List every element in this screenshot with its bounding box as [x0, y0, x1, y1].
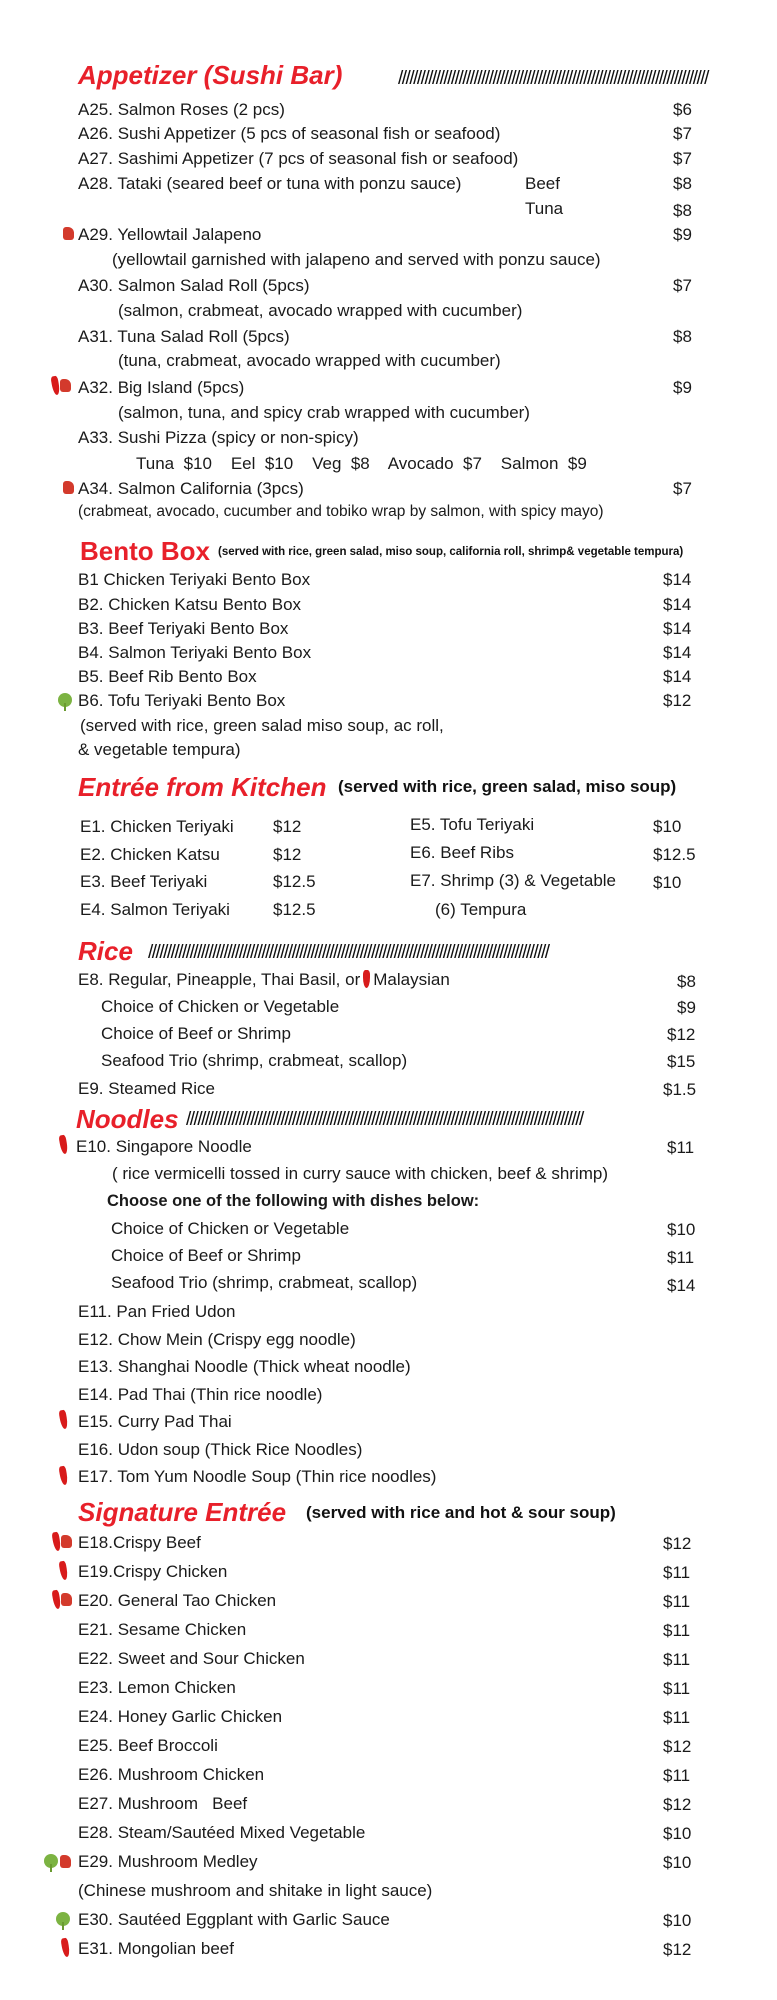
item-a34: A34. Salmon California (3pcs)	[78, 479, 304, 498]
spicy-hand-icon	[63, 478, 74, 500]
price-e25: $12	[663, 1737, 692, 1756]
item-e20: E20. General Tao Chicken	[78, 1591, 277, 1610]
price-b5: $14	[663, 667, 692, 686]
desc-a30: (salmon, crabmeat, avocado wrapped with cucumber)	[118, 301, 523, 320]
item-e18: E18.Crispy Beef	[78, 1533, 201, 1552]
price-e7: $10	[653, 873, 682, 892]
price-e20: $11	[663, 1592, 691, 1611]
entree-note: (served with rice, green salad, miso soup)	[338, 777, 677, 796]
signature-note: (served with rice and hot & sour soup)	[306, 1503, 616, 1522]
price-b4: $14	[663, 643, 692, 662]
price-e28: $10	[663, 1824, 692, 1843]
rice-choice-2-price: $12	[667, 1025, 696, 1044]
rice-choice-1: Choice of Chicken or Vegetable	[101, 997, 340, 1016]
price-e4: $12.5	[273, 900, 316, 919]
option-a28-tuna: Tuna	[525, 199, 564, 218]
item-a32: A32. Big Island (5pcs)	[78, 378, 245, 397]
price-b1: $14	[663, 570, 692, 589]
rice-choice-3: Seafood Trio (shrimp, crabmeat, scallop)	[101, 1051, 408, 1070]
price-e26: $11	[663, 1766, 691, 1785]
item-e22: E22. Sweet and Sour Chicken	[78, 1649, 305, 1668]
spicy-chili-icon	[60, 1410, 68, 1432]
item-e15: E15. Curry Pad Thai	[78, 1412, 232, 1431]
spicy-chili-hand-icon	[53, 1590, 72, 1612]
item-e13: E13. Shanghai Noodle (Thick wheat noodle)	[78, 1357, 411, 1376]
rice-title: Rice	[78, 936, 133, 966]
price-e8: $8	[677, 972, 696, 991]
price-e6: $12.5	[653, 845, 696, 864]
desc-a34: (crabmeat, avocado, cucumber and tobiko wrap by salmon, with spicy mayo)	[78, 503, 604, 520]
vegetarian-spicy-icon	[44, 1852, 71, 1874]
item-a26: A26. Sushi Appetizer (5 pcs of seasonal fish or seafood)	[78, 124, 501, 143]
price-b6: $12	[663, 691, 692, 710]
appetizer-divider: //////////////////////////////////////////////////////////////////////////////////	[398, 68, 708, 89]
price-e2: $12	[273, 845, 302, 864]
item-e26: E26. Mushroom Chicken	[78, 1765, 265, 1784]
item-e24: E24. Honey Garlic Chicken	[78, 1707, 283, 1726]
price-b3: $14	[663, 619, 692, 638]
item-e2: E2. Chicken Katsu	[80, 845, 220, 864]
option-a28-beef: Beef	[525, 174, 560, 193]
spicy-chili-icon	[62, 1938, 70, 1960]
item-a33: A33. Sushi Pizza (spicy or non-spicy)	[78, 428, 359, 447]
price-e24: $11	[663, 1708, 691, 1727]
item-e19: E19.Crispy Chicken	[78, 1562, 228, 1581]
price-b2: $14	[663, 595, 692, 614]
price-e23: $11	[663, 1679, 691, 1698]
price-e9: $1.5	[663, 1080, 697, 1099]
desc-b6-line2: & vegetable tempura)	[78, 740, 241, 759]
item-e14: E14. Pad Thai (Thin rice noodle)	[78, 1385, 323, 1404]
price-e19: $11	[663, 1563, 691, 1582]
item-e28: E28. Steam/Sautéed Mixed Vegetable	[78, 1823, 366, 1842]
spicy-chili-icon	[60, 1561, 68, 1583]
e8-label: E8. Regular, Pineapple, Thai Basil, or	[78, 970, 361, 989]
item-e4: E4. Salmon Teriyaki	[80, 900, 230, 919]
spicy-chili-icon	[363, 970, 370, 988]
price-a29: $9	[673, 225, 692, 244]
item-e29: E29. Mushroom Medley	[78, 1852, 258, 1871]
price-a31: $8	[673, 327, 692, 346]
item-b2: B2. Chicken Katsu Bento Box	[78, 595, 302, 614]
desc-e10: ( rice vermicelli tossed in curry sauce with chicken, beef & shrimp)	[112, 1164, 608, 1183]
entree-title: Entrée from Kitchen	[78, 772, 327, 802]
price-a28-tuna: $8	[673, 201, 692, 220]
spicy-chili-hand-icon	[52, 376, 71, 398]
item-e30: E30. Sautéed Eggplant with Garlic Sauce	[78, 1910, 390, 1929]
e8-malaysian: Malaysian	[373, 970, 450, 989]
item-e6: E6. Beef Ribs	[410, 843, 514, 862]
spicy-chili-icon	[60, 1466, 68, 1488]
desc-a32: (salmon, tuna, and spicy crab wrapped with cucumber)	[118, 403, 530, 422]
price-e1: $12	[273, 817, 302, 836]
price-e30: $10	[663, 1911, 692, 1930]
noodles-title: Noodles	[76, 1104, 179, 1134]
item-a27: A27. Sashimi Appetizer (7 pcs of seasonal fish or seafood)	[78, 149, 519, 168]
price-a28-beef: $8	[673, 174, 692, 193]
noodle-choice-2: Choice of Beef or Shrimp	[111, 1246, 301, 1265]
item-e25: E25. Beef Broccoli	[78, 1736, 218, 1755]
item-e16: E16. Udon soup (Thick Rice Noodles)	[78, 1440, 363, 1459]
item-e3: E3. Beef Teriyaki	[80, 872, 208, 891]
item-b4: B4. Salmon Teriyaki Bento Box	[78, 643, 312, 662]
noodle-choice-3-price: $14	[667, 1276, 696, 1295]
spicy-chili-hand-icon	[53, 1532, 72, 1554]
signature-title: Signature Entrée	[78, 1497, 287, 1527]
price-e22: $11	[663, 1650, 691, 1669]
item-e9: E9. Steamed Rice	[78, 1079, 216, 1098]
price-a26: $7	[673, 124, 692, 143]
item-b6: B6. Tofu Teriyaki Bento Box	[78, 691, 286, 710]
noodle-choice-1-price: $10	[667, 1220, 696, 1239]
item-e5: E5. Tofu Teriyaki	[410, 815, 535, 834]
noodles-choose-note: Choose one of the following with dishes below:	[107, 1192, 480, 1210]
desc-e7: (6) Tempura	[435, 900, 527, 919]
price-e21: $11	[663, 1621, 691, 1640]
price-a32: $9	[673, 378, 692, 397]
spicy-chili-icon	[60, 1135, 68, 1157]
noodle-choice-2-price: $11	[667, 1248, 695, 1267]
price-e5: $10	[653, 817, 682, 836]
desc-e29: (Chinese mushroom and shitake in light sauce)	[78, 1881, 433, 1900]
options-a33: Tuna $10 Eel $10 Veg $8 Avocado $7 Salmon $9	[136, 454, 587, 473]
bento-note: (served with rice, green salad, miso soup, california roll, shrimp& vegetable tempura)	[218, 546, 684, 558]
rice-choice-2: Choice of Beef or Shrimp	[101, 1024, 291, 1043]
price-a25: $6	[673, 100, 692, 119]
price-e29: $10	[663, 1853, 692, 1872]
rice-divider: //////////////////////////////////////////////////////////////////////////////////////////////////////////	[148, 942, 549, 963]
vegetarian-leaf-icon	[58, 691, 72, 713]
desc-b6-line1: (served with rice, green salad miso soup, ac roll,	[80, 716, 444, 735]
item-b1: B1 Chicken Teriyaki Bento Box	[78, 570, 311, 589]
price-a30: $7	[673, 276, 692, 295]
item-a28: A28. Tataki (seared beef or tuna with ponzu sauce)	[78, 174, 462, 193]
appetizer-title: Appetizer (Sushi Bar)	[78, 60, 343, 90]
item-e12: E12. Chow Mein (Crispy egg noodle)	[78, 1330, 356, 1349]
item-e1: E1. Chicken Teriyaki	[80, 817, 234, 836]
item-e10: E10. Singapore Noodle	[76, 1137, 252, 1156]
spicy-hand-icon	[63, 224, 74, 246]
vegetarian-leaf-icon	[56, 1910, 70, 1932]
price-e27: $12	[663, 1795, 692, 1814]
item-b5: B5. Beef Rib Bento Box	[78, 667, 257, 686]
item-e7: E7. Shrimp (3) & Vegetable	[410, 871, 617, 890]
item-a25: A25. Salmon Roses (2 pcs)	[78, 100, 285, 119]
item-e11: E11. Pan Fried Udon	[78, 1302, 236, 1321]
price-a34: $7	[673, 479, 692, 498]
noodle-choice-3: Seafood Trio (shrimp, crabmeat, scallop)	[111, 1273, 418, 1292]
rice-choice-3-price: $15	[667, 1052, 696, 1071]
price-e18: $12	[663, 1534, 692, 1553]
price-a27: $7	[673, 149, 692, 168]
price-e10: $11	[667, 1138, 695, 1157]
item-e23: E23. Lemon Chicken	[78, 1678, 236, 1697]
item-e27: E27. Mushroom Beef	[78, 1794, 248, 1813]
item-e17: E17. Tom Yum Noodle Soup (Thin rice noodles)	[78, 1467, 437, 1486]
item-a29: A29. Yellowtail Jalapeno	[78, 225, 262, 244]
item-a31: A31. Tuna Salad Roll (5pcs)	[78, 327, 290, 346]
item-e31: E31. Mongolian beef	[78, 1939, 234, 1958]
noodles-divider: /////////////////////////////////////////////////////////////////////////////////////////////////////////	[186, 1109, 583, 1130]
noodle-choice-1: Choice of Chicken or Vegetable	[111, 1219, 350, 1238]
desc-a29: (yellowtail garnished with jalapeno and served with ponzu sauce)	[112, 250, 601, 269]
item-a30: A30. Salmon Salad Roll (5pcs)	[78, 276, 310, 295]
desc-a31: (tuna, crabmeat, avocado wrapped with cucumber)	[118, 351, 501, 370]
price-e31: $12	[663, 1940, 692, 1959]
rice-choice-1-price: $9	[677, 998, 696, 1017]
item-e8	[78, 970, 450, 990]
bento-title: Bento Box	[80, 536, 210, 566]
item-e21: E21. Sesame Chicken	[78, 1620, 247, 1639]
price-e3: $12.5	[273, 872, 316, 891]
item-b3: B3. Beef Teriyaki Bento Box	[78, 619, 289, 638]
